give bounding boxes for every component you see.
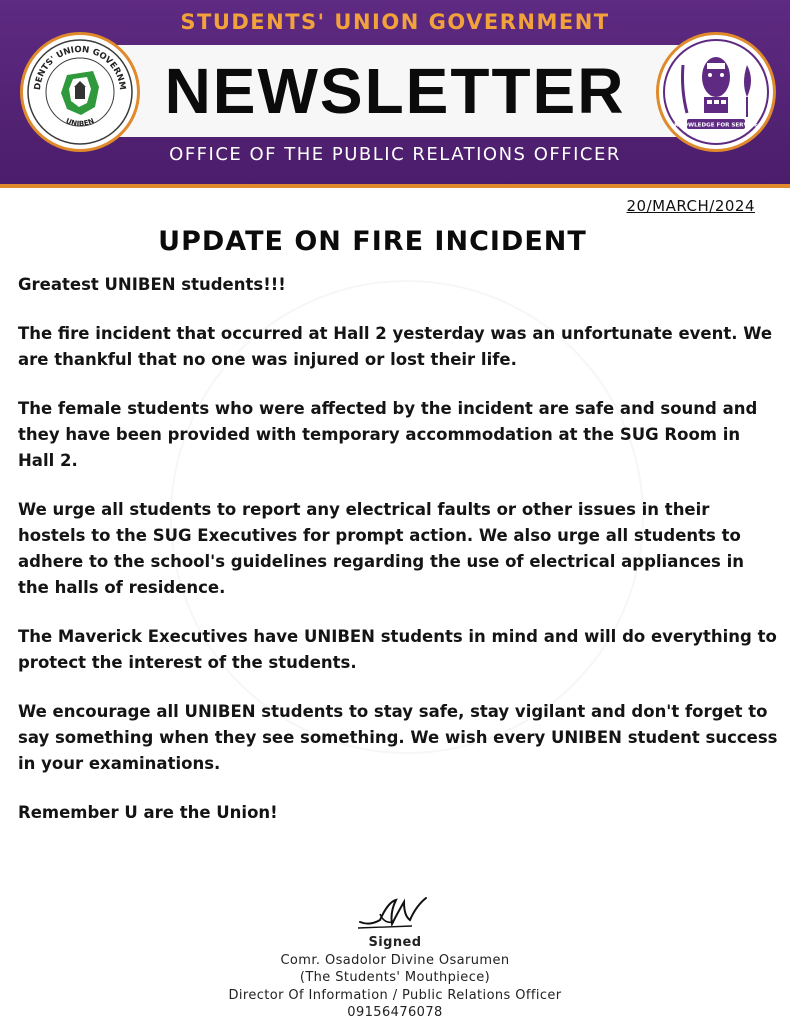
seal-ring-text: DENTS' UNION GOVERNM bbox=[32, 44, 128, 91]
signed-label: Signed bbox=[368, 935, 422, 950]
body-paragraph-1: The fire incident that occurred at Hall 2 yesterday was an unfortunate event. We are thankful that no one was injured or lost their life. bbox=[18, 324, 773, 369]
body-paragraph-2: The female students who were affected by the incident are safe and sound and they have been provided with temporary accommodation at the SUG Room in Hall 2. bbox=[18, 399, 758, 470]
sug-uniben-seal-icon bbox=[20, 32, 140, 152]
office-subtitle: OFFICE OF THE PUBLIC RELATIONS OFFICER bbox=[169, 144, 621, 165]
newsletter-body bbox=[18, 272, 778, 849]
body-paragraph-5: We encourage all UNIBEN students to stay safe, stay vigilant and don't forget to say something when they see something. We wish every UNIBEN student success in your examinations. bbox=[18, 702, 778, 773]
newsletter-header bbox=[0, 0, 790, 188]
body-paragraph-3: We urge all students to report any electrical faults or other issues in their hostels to the SUG Executives for prompt action. We also urge all students to adhere to the school's guidelines regarding the use of electrical appliances in the halls of residence. bbox=[18, 500, 745, 597]
signatory-name: Comr. Osadolor Divine Osarumen bbox=[280, 952, 510, 968]
handwritten-signature-icon bbox=[350, 892, 440, 934]
newsletter-title: NEWSLETTER bbox=[164, 55, 626, 127]
union-title: STUDENTS' UNION GOVERNMENT bbox=[180, 10, 610, 34]
seal-bottom-text: UNIBEN bbox=[64, 116, 96, 128]
document-title: UPDATE ON FIRE INCIDENT bbox=[158, 226, 587, 257]
crest-motto: KNOWLEDGE FOR SERVICE bbox=[674, 122, 758, 129]
signatory-phone: 09156476078 bbox=[347, 1005, 443, 1020]
signatory-position: Director Of Information / Public Relations Officer bbox=[228, 987, 562, 1003]
uniben-crest-icon bbox=[656, 32, 776, 152]
issue-date: 20/MARCH/2024 bbox=[626, 197, 755, 215]
greeting: Greatest UNIBEN students!!! bbox=[18, 275, 286, 294]
body-paragraph-4: The Maverick Executives have UNIBEN students in mind and will do everything to protect the interest of the students. bbox=[18, 627, 777, 672]
closing-line: Remember U are the Union! bbox=[18, 803, 278, 822]
signature-block bbox=[0, 892, 790, 1022]
signatory-subtitle: (The Students' Mouthpiece) bbox=[299, 970, 491, 985]
